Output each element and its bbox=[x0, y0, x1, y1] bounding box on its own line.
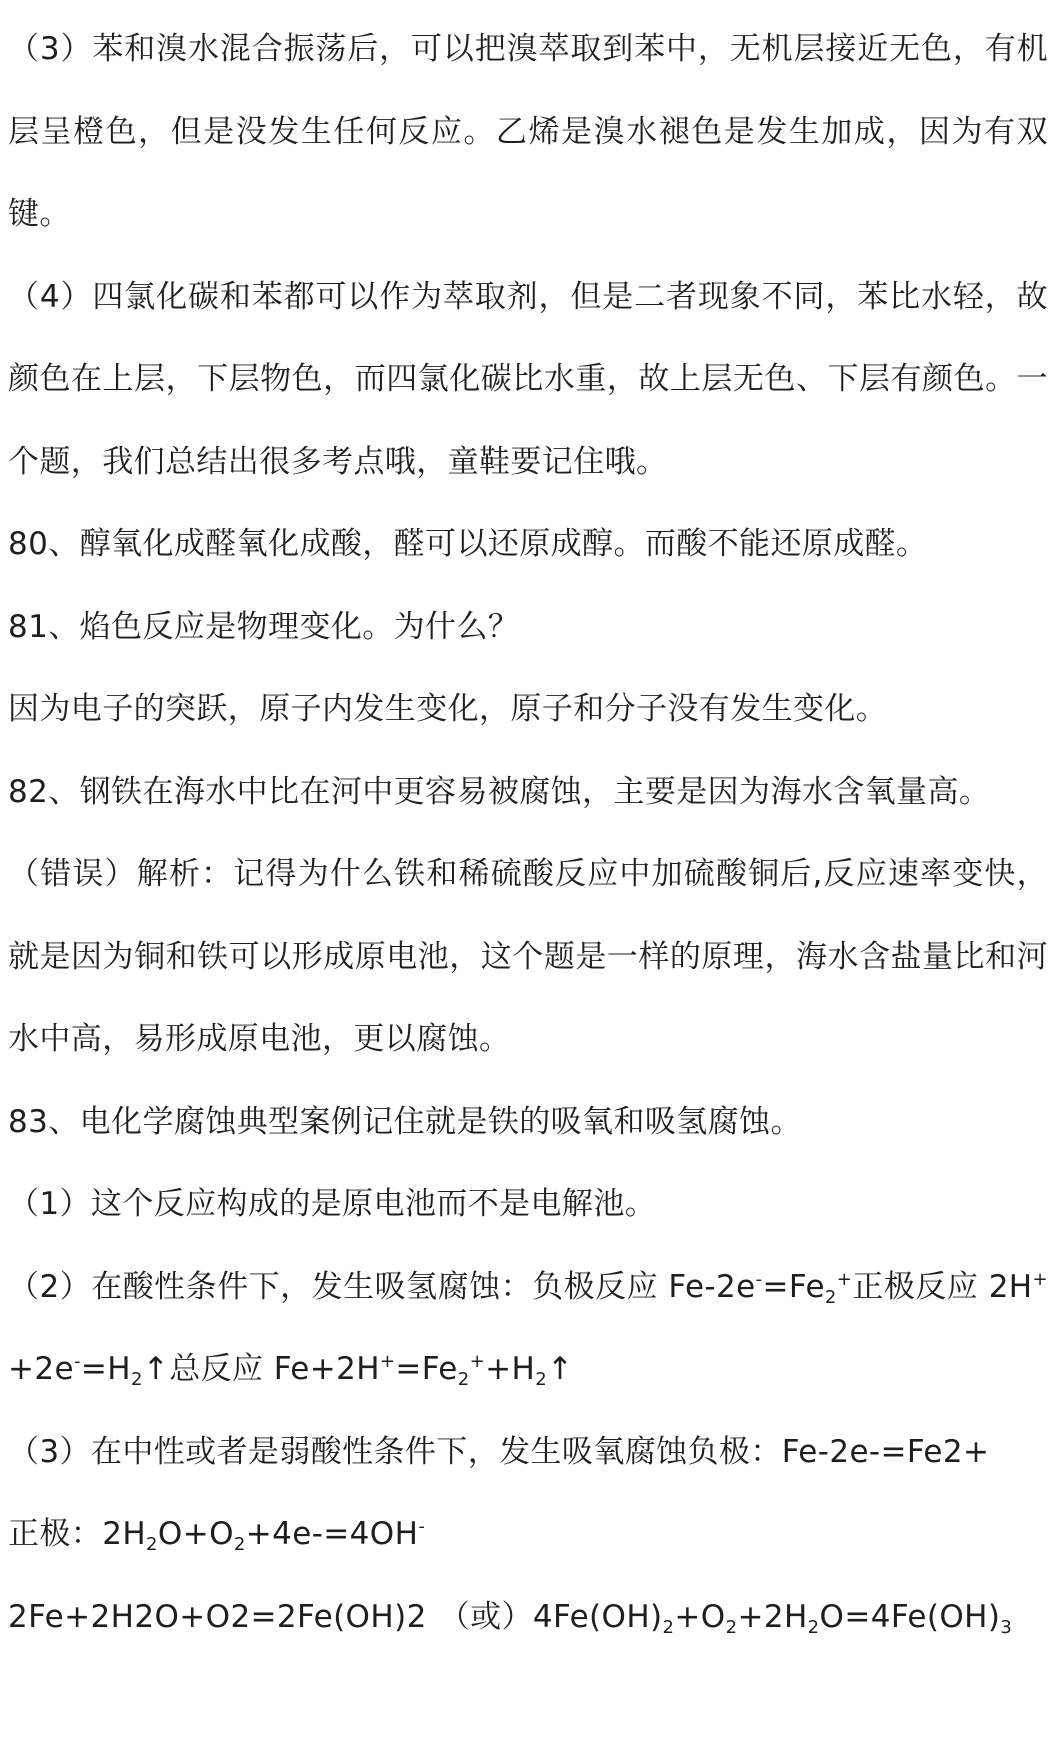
total-reaction-equation: $Fe+2H^+=Fe_2^++H_2↑$ bbox=[273, 1351, 574, 1390]
paragraph-3: （3）苯和溴水混合振荡后，可以把溴萃取到苯中，无机层接近无色，有机层呈橙色，但是没发生任何反应。乙烯是溴水褪色是发生加成，因为有双键。 bbox=[8, 31, 1048, 232]
item-83-3: （3）在中性或者是弱酸性条件下，发生吸氧腐蚀负极：Fe-2e-=Fe2+ bbox=[8, 1433, 990, 1470]
or-label: （或） bbox=[438, 1598, 533, 1635]
item-83-1: （1）这个反应构成的是原电池而不是电解池。 bbox=[8, 1186, 657, 1222]
item-81: 81、焰色反应是物理变化。为什么？ bbox=[8, 608, 520, 645]
iron-hydroxide-oxidation-equation: $4Fe(OH)_2+O_2+2H_2O=4Fe(OH)_3$ bbox=[532, 1598, 1013, 1638]
iron-hydroxide-equation: 2Fe+2H2O+O2=2Fe(OH)2 bbox=[8, 1598, 427, 1635]
positive-electrode-label: 正极反应 bbox=[852, 1268, 989, 1305]
item-81-answer: 因为电子的突跃，原子内发生变化，原子和分子没有发生变化。 bbox=[8, 691, 888, 727]
document-body bbox=[8, 8, 1048, 1658]
item-83: 83、电化学腐蚀典型案例记住就是铁的吸氧和吸氢腐蚀。 bbox=[8, 1103, 802, 1140]
item-82: 82、钢铁在海水中比在河中更容易被腐蚀，主要是因为海水含氧量高。 bbox=[8, 773, 991, 810]
positive-electrode-equation: $2H^++2e^-=H_2↑$ bbox=[8, 1268, 1049, 1390]
item-83-2 bbox=[8, 1246, 1048, 1411]
oxygen-absorption-positive-equation: $2H_2O+O_2+4e-=4OH^-$ bbox=[102, 1516, 426, 1555]
item-80: 80、醇氧化成醛氧化成酸，醛可以还原成醇。而酸不能还原成醛。 bbox=[8, 526, 928, 562]
item-82-analysis: （错误）解析：记得为什么铁和稀硫酸反应中加硫酸铜后,反应速率变快，就是因为铜和铁可以形成原电池，这个题是一样的原理，海水含盐量比和河水中高，易形成原电池，更以腐蚀。 bbox=[8, 856, 1048, 1057]
item-83-2-prefix: （2）在酸性条件下，发生吸氢腐蚀：负极反应 bbox=[8, 1268, 669, 1305]
item-83-3-final bbox=[8, 1576, 1048, 1659]
paragraph-4: （4）四氯化碳和苯都可以作为萃取剂，但是二者现象不同，苯比水轻，故颜色在上层，下层物色，而四氯化碳比水重，故上层无色、下层有颜色。一个题，我们总结出很多考点哦，童鞋要记住哦。 bbox=[8, 278, 1048, 480]
positive-electrode-label-2: 正极： bbox=[8, 1516, 103, 1552]
item-83-3-positive bbox=[8, 1493, 1048, 1576]
total-reaction-label: 总反应 bbox=[169, 1351, 274, 1387]
negative-electrode-equation: $Fe-2e^-=Fe_2^+$ bbox=[668, 1268, 853, 1308]
